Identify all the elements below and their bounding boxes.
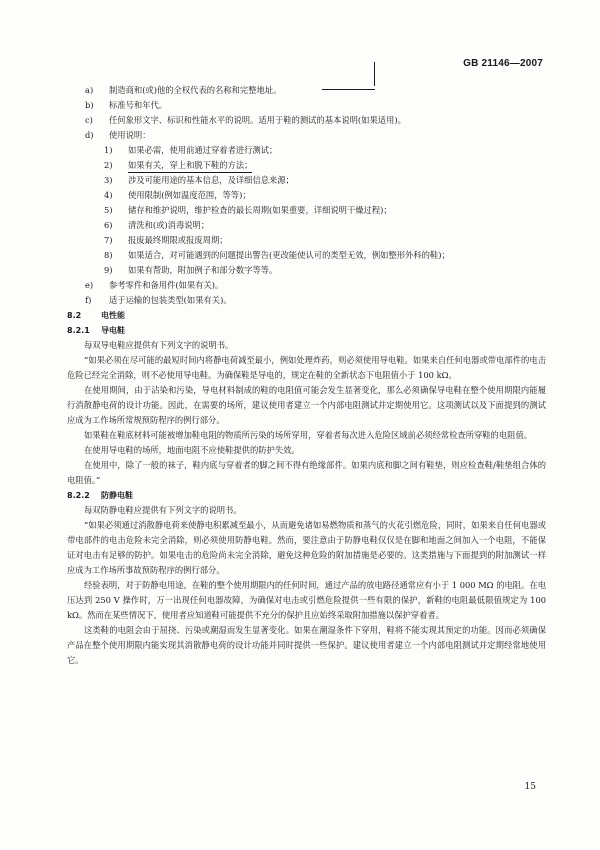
section-title: 导电鞋 [101,326,125,335]
list-marker: e) [85,280,94,290]
list-item [67,98,546,113]
paragraph: 在使用中，除了一般的袜子，鞋内底与穿着者的脚之间不得有绝缘部件。如果内底和脚之间有鞋垫，则应检查鞋/鞋垫组合体的电阻值。” [67,460,546,485]
list-item [67,128,546,143]
list-item [67,83,546,98]
list-marker: 7) [104,235,113,245]
section-title: 防静电鞋 [101,491,133,500]
paragraph: “如果必须通过消散静电荷来使静电积累减至最小，从而避免诸如易燃物质和蒸气的火花引燃危险，同时，如果来自任何电器或带电部件的电击危险未完全消除，则必须使用防静电鞋。然而，要注意由于防静电鞋仅仅是在脚和地面之间加入一个电阻，不能保证对电击有足够的防护。如果电击的危险尚未完全消除，避免这种危险的附加措施是必要的。这类措施与下面提到的附加测试一样应成为工作场所事故预防程序的例行部分。 [67,520,546,575]
list-marker: 8) [104,250,113,260]
list-text: 参考零件和备用件(如果有关)。 [109,280,224,290]
list-text: 涉及可能用途的基本信息，及详细信息来源； [128,175,294,185]
paragraph: 如果鞋在鞋底材料可能被增加鞋电阻的物质所污染的场所穿用，穿着者每次进入危险区域前必须经常检查所穿鞋的电阻值。 [84,430,533,440]
document-body [67,83,546,668]
list-marker: b) [85,100,94,110]
section-title: 电性能 [101,311,125,320]
list-text: 如果有帮助，附加例子和部分数字等等。 [128,265,278,275]
sub-list-item [67,203,546,218]
sub-list-item [67,143,546,158]
section-number: 8.2.2 [67,491,90,500]
list-text: 如果有关，穿上和脱下鞋的方法； [128,158,252,173]
list-marker: 3) [104,175,113,185]
list-text: 标准号和年代。 [109,100,168,110]
section-number: 8.2 [67,311,82,320]
document-code: GB 21146—2007 [463,58,543,69]
list-marker: 4) [104,190,113,200]
list-text: 报废最终期限或报废周期； [128,235,228,245]
section-number: 8.2.1 [67,326,90,335]
list-text: 如果必需，使用前通过穿着者进行测试； [128,145,278,155]
sub-list-item [67,218,546,233]
section-heading-8-2 [67,308,546,323]
sub-list-item [67,173,546,188]
list-text: 任何象形文字、标识和性能水平的说明。适用于鞋的测试的基本说明(如果适用)。 [109,115,406,125]
list-text: 如果适合，对可能遇到的问题提出警告(更改能使认可的类型无效，例如整形外科的鞋)； [128,250,450,260]
list-marker: d) [85,130,94,140]
intro-paragraph: 每双导电鞋应提供有下列文字的说明书。 [84,340,234,350]
list-marker: 9) [104,265,113,275]
paragraph: “如果必须在尽可能的最短时间内将静电荷减至最小，例如处理炸药，则必须使用导电鞋。如果来自任何电器或带电部件的电击危险已经完全消除，则不必使用导电鞋。为确保鞋是导电的，规定在鞋的全新状态下电阻值小于 100 kΩ。 [67,355,546,380]
sub-list-item [67,248,546,263]
intro-paragraph: 每双防静电鞋应提供有下列文字的说明书。 [84,505,242,515]
paragraph: 这类鞋的电阻会由于屈挠、污染或潮湿而发生显著变化。如果在潮湿条件下穿用，鞋将不能实现其预定的功能。因而必须确保产品在整个使用期限内能实现其消散静电荷的设计功能并同时提供一些保护。建议使用者建立一个内部电阻测试并定期经常地使用它。 [67,625,546,665]
sub-list-item [67,233,546,248]
list-text: 制造商和(或)他的全权代表的名称和完整地址。 [109,85,282,95]
section-heading-8-2-2 [67,488,546,503]
paragraph: 经验表明，对于防静电用途，在鞋的整个使用期限内的任何时间，通过产品的放电路径通常应有小于 1 000 MΩ 的电阻。在电压达到 250 V 操作时，万一出现任何电器故障，为确保对电击或引燃危险提供一些有限的保护，新鞋的电阻最低限值规定为 100 kΩ。然而在某些情况下，使用者应知道鞋可能提供不充分的保护且应始终采取附加措施以保护穿着者。 [67,580,546,620]
list-text: 使用说明： [109,130,151,140]
list-text: 适于运输的包装类型(如果有关)。 [109,295,232,305]
sub-list-item [67,158,546,173]
list-item [67,293,546,308]
paragraph: 在使用导电鞋的场所，地面电阻不应使鞋提供的防护失效。 [84,445,300,455]
paragraph: 在使用期间，由于沾染和污染，导电材料制成的鞋的电阻值可能会发生显著变化，那么必须确保导电鞋在整个使用期限内能履行消散静电荷的设计功能。因此，在需要的场所，建议使用者建立一个内部电阻测试并定期使用它。这项测试以及下面提到的测试应成为工作场所常规预防程序的例行部分。 [67,385,546,425]
list-marker: c) [85,115,93,125]
list-marker: 1) [104,145,113,155]
list-text: 储存和维护说明，维护检查的最长周期(如果重要，详细说明干燥过程)； [128,205,392,215]
list-text: 清洗和(或)消毒说明； [128,220,210,230]
sub-list-item [67,263,546,278]
list-marker: 5) [104,205,113,215]
list-marker: f) [85,295,92,305]
list-marker: 6) [104,220,113,230]
list-item [67,278,546,293]
list-item [67,113,546,128]
sub-list-item [67,188,546,203]
page-number: 15 [524,782,536,792]
list-marker: a) [85,85,94,95]
list-marker: 2) [104,160,113,170]
list-text: 使用限制(例如温度范围，等等)； [128,190,251,200]
section-heading-8-2-1 [67,323,546,338]
